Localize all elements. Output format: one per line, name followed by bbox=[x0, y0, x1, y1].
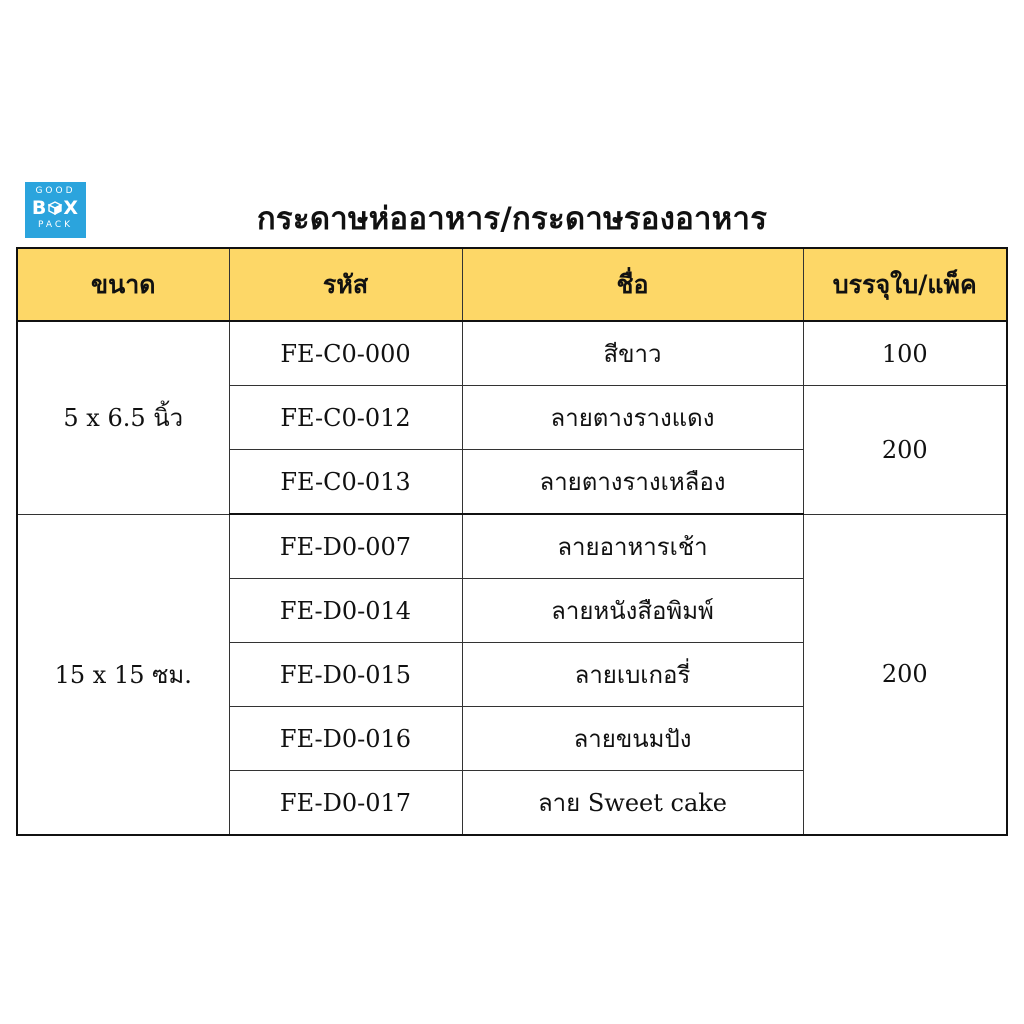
header-name: ชื่อ bbox=[462, 248, 803, 321]
name-cell: ลาย Sweet cake bbox=[462, 771, 803, 836]
code-cell: FE-D0-015 bbox=[229, 643, 462, 707]
code-cell: FE-D0-014 bbox=[229, 579, 462, 643]
name-cell: ลายตางรางแดง bbox=[462, 386, 803, 450]
table-row bbox=[17, 514, 1007, 579]
code-cell: FE-D0-016 bbox=[229, 707, 462, 771]
logo-letter-b: B bbox=[31, 197, 48, 219]
size-cell: 15 x 15 ซม. bbox=[17, 514, 229, 835]
name-cell: ลายตางรางเหลือง bbox=[462, 450, 803, 515]
header-code: รหัส bbox=[229, 248, 462, 321]
name-cell: ลายขนมปัง bbox=[462, 707, 803, 771]
code-cell: FE-D0-017 bbox=[229, 771, 462, 836]
name-cell: ลายหนังสือพิมพ์ bbox=[462, 579, 803, 643]
logo-letter-x: X bbox=[63, 197, 80, 219]
header-pack: บรรจุใบ/แพ็ค bbox=[803, 248, 1007, 321]
name-cell: ลายเบเกอรี่ bbox=[462, 643, 803, 707]
code-cell: FE-C0-012 bbox=[229, 386, 462, 450]
code-cell: FE-C0-000 bbox=[229, 321, 462, 386]
table-header-row bbox=[17, 248, 1007, 321]
pack-cell: 200 bbox=[803, 514, 1007, 835]
logo-line-good: GOOD bbox=[35, 186, 76, 196]
size-cell: 5 x 6.5 นิ้ว bbox=[17, 321, 229, 514]
page-title: กระดาษห่ออาหาร/กระดาษรองอาหาร bbox=[256, 201, 768, 237]
name-cell: สีขาว bbox=[462, 321, 803, 386]
pack-cell: 100 bbox=[803, 321, 1007, 386]
table-row bbox=[17, 321, 1007, 386]
name-cell: ลายอาหารเช้า bbox=[462, 514, 803, 579]
logo-line-pack: PACK bbox=[37, 220, 74, 230]
code-cell: FE-C0-013 bbox=[229, 450, 462, 515]
code-cell: FE-D0-007 bbox=[229, 514, 462, 579]
header-size: ขนาด bbox=[17, 248, 229, 321]
product-table bbox=[16, 247, 1008, 836]
pack-cell: 200 bbox=[803, 386, 1007, 515]
